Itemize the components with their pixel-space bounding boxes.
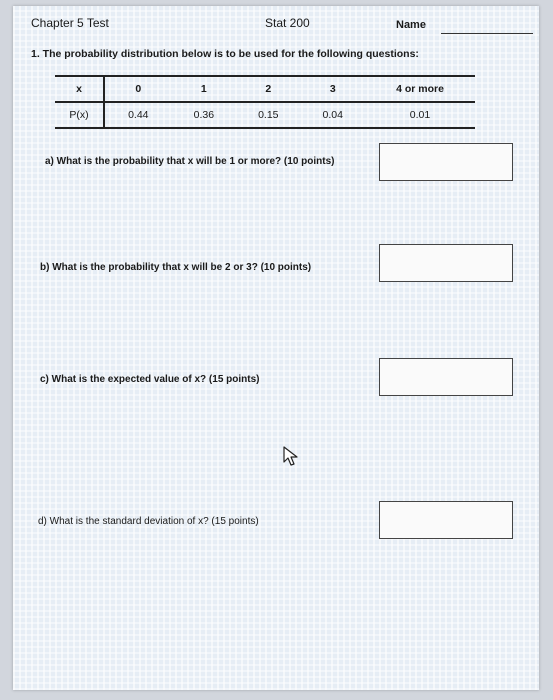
p-value: 0.36: [172, 102, 236, 128]
x-header: x: [55, 76, 104, 102]
question-d: d) What is the standard deviation of x? (15 points): [38, 516, 259, 527]
x-value: 2: [236, 76, 300, 102]
x-value: 1: [172, 76, 236, 102]
answer-box-a[interactable]: [379, 143, 513, 181]
p-value: 0.04: [301, 102, 365, 128]
answer-box-d[interactable]: [379, 501, 513, 539]
question-c: c) What is the expected value of x? (15 points): [40, 374, 260, 385]
question-a: a) What is the probability that x will be 1 or more? (10 points): [45, 156, 335, 167]
x-value: 3: [301, 76, 365, 102]
course-title: Stat 200: [265, 16, 310, 30]
mouse-pointer-icon: [283, 446, 301, 468]
answer-box-b[interactable]: [379, 244, 513, 282]
x-value: 0: [104, 76, 172, 102]
probability-distribution-table: [55, 75, 475, 129]
p-header: P(x): [55, 102, 104, 128]
name-field-line[interactable]: [441, 33, 533, 34]
p-value: 0.44: [104, 102, 172, 128]
question-intro: 1. The probability distribution below is to be used for the following questions:: [31, 48, 419, 60]
x-row: [55, 76, 475, 102]
question-b: b) What is the probability that x will be 2 or 3? (10 points): [40, 262, 312, 273]
x-value: 4 or more: [365, 76, 475, 102]
p-value: 0.15: [236, 102, 300, 128]
name-label: Name: [396, 19, 426, 31]
probability-row: [55, 102, 475, 128]
test-sheet: [13, 6, 539, 690]
chapter-title: Chapter 5 Test: [31, 16, 109, 30]
p-value: 0.01: [365, 102, 475, 128]
answer-box-c[interactable]: [379, 358, 513, 396]
